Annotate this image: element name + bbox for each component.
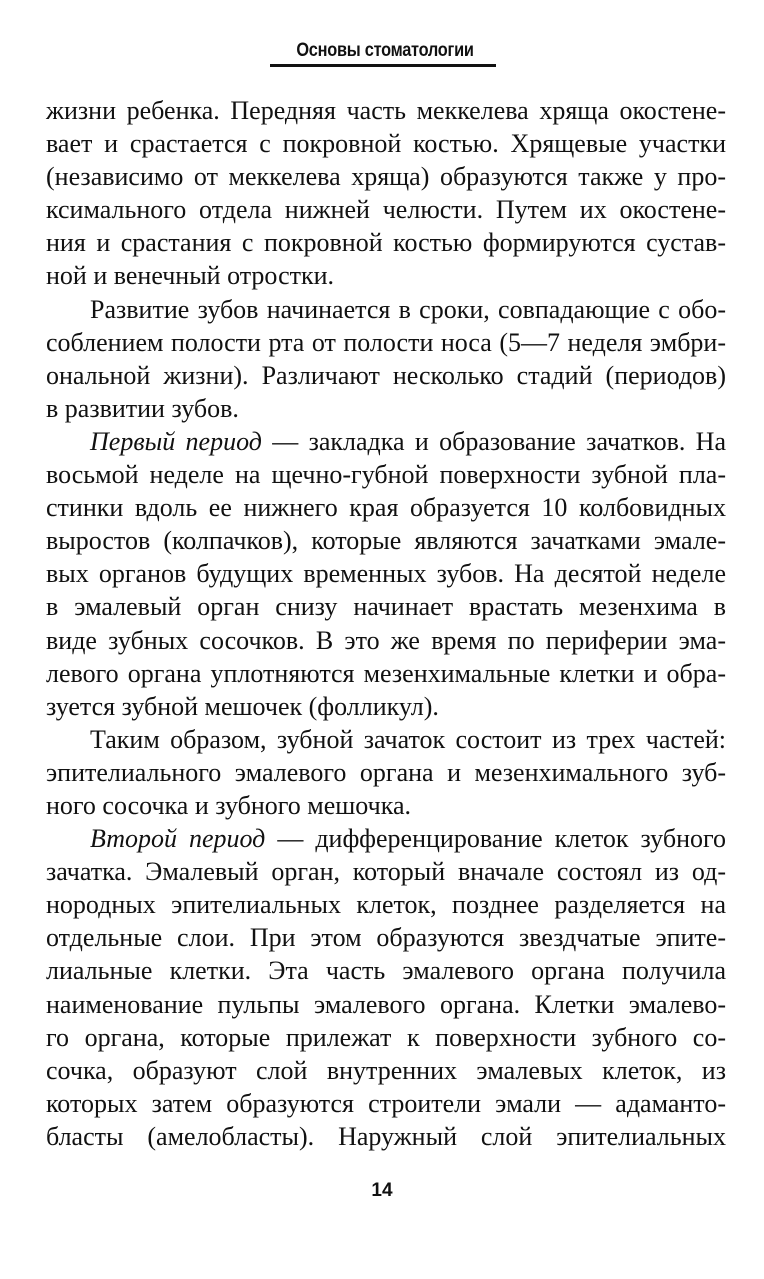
text-line: го органа, которые прилежат к поверхности зубного со- [46, 1022, 726, 1052]
text-line: нородных эпителиальных клеток, позднее разделяется на [46, 890, 726, 920]
text-line: отдельные слои. При этом образуются звездчатые эпите- [46, 923, 726, 953]
text-line: вых органов будущих временных зубов. На десятой неделе [46, 559, 726, 589]
text-line: виде зубных сосочков. В это же время по периферии эма- [46, 625, 726, 655]
running-head-rule [270, 64, 496, 67]
page-number: 14 [371, 1180, 393, 1201]
text-line: ксимального отдела нижней челюсти. Путем их окостене- [46, 195, 726, 225]
text-line: которых затем образуются строители эмали — адаманто- [46, 1088, 726, 1118]
paragraph-1 [46, 94, 726, 293]
text-line: восьмой неделе на щечно-губной поверхности зубной пла- [46, 460, 726, 490]
text-line: Развитие зубов начинается в сроки, совпадающие с обо- [90, 294, 726, 324]
paragraph-4 [46, 723, 726, 822]
text-line: бласты (амелобласты). Наружный слой эпителиальных [46, 1121, 726, 1151]
italic-term-first-period: Первый период [90, 426, 262, 456]
text-line: зуется зубной мешочек (фолликул). [46, 691, 439, 721]
text-line-with-italic-lead [46, 425, 726, 458]
text-line: ной и венечный отростки. [46, 261, 335, 291]
body-text [46, 94, 726, 1153]
text-line: эпителиального эмалевого органа и мезенхимального зуб- [46, 757, 726, 787]
text-line: сочка, образуют слой внутренних эмалевых клеток, из [46, 1055, 726, 1085]
text-line-rest: — закладка и образование зачатков. На [261, 426, 727, 456]
text-line: зачатка. Эмалевый орган, который вначале состоял из од- [46, 857, 726, 887]
text-line: выростов (колпачков), которые являются зачатками эмале- [46, 526, 726, 556]
text-line: вает и срастается с покровной костью. Хрящевые участки [46, 129, 726, 159]
text-line: ного сосочка и зубного мешочка. [46, 790, 411, 820]
text-line: левого органа уплотняются мезенхимальные клетки и обра- [46, 658, 726, 688]
running-head-title: Основы стоматологии [296, 40, 474, 61]
text-line-with-italic-lead [46, 822, 726, 855]
text-line-rest: — дифференцирование клеток зубного [265, 824, 727, 854]
paragraph-2 [46, 293, 726, 425]
text-line: в эмалевый орган снизу начинает врастать мезенхима в [46, 592, 726, 622]
text-line: наименование пульпы эмалевого органа. Клетки эмалево- [46, 989, 726, 1019]
text-line: стинки вдоль ее нижнего края образуется 10 колбовидных [46, 493, 726, 523]
text-line: ональной жизни). Различают несколько стадий (периодов) [46, 360, 726, 390]
text-line: ния и срастания с покровной костью формируются сустав- [46, 228, 726, 258]
paragraph-3 [46, 425, 726, 723]
italic-term-second-period: Второй период [90, 824, 266, 854]
text-line: в развитии зубов. [46, 393, 239, 423]
text-line: лиальные клетки. Эта часть эмалевого органа получила [46, 956, 726, 986]
paragraph-5 [46, 822, 726, 1153]
text-line: Таким образом, зубной зачаток состоит из трех частей: [90, 724, 726, 754]
text-line: (независимо от меккелева хряща) образуются также у про- [46, 162, 726, 192]
text-line: жизни ребенка. Передняя часть меккелева хряща окостене- [46, 96, 726, 125]
text-line: соблением полости рта от полости носа (5—7 неделя эмбри- [46, 327, 726, 357]
